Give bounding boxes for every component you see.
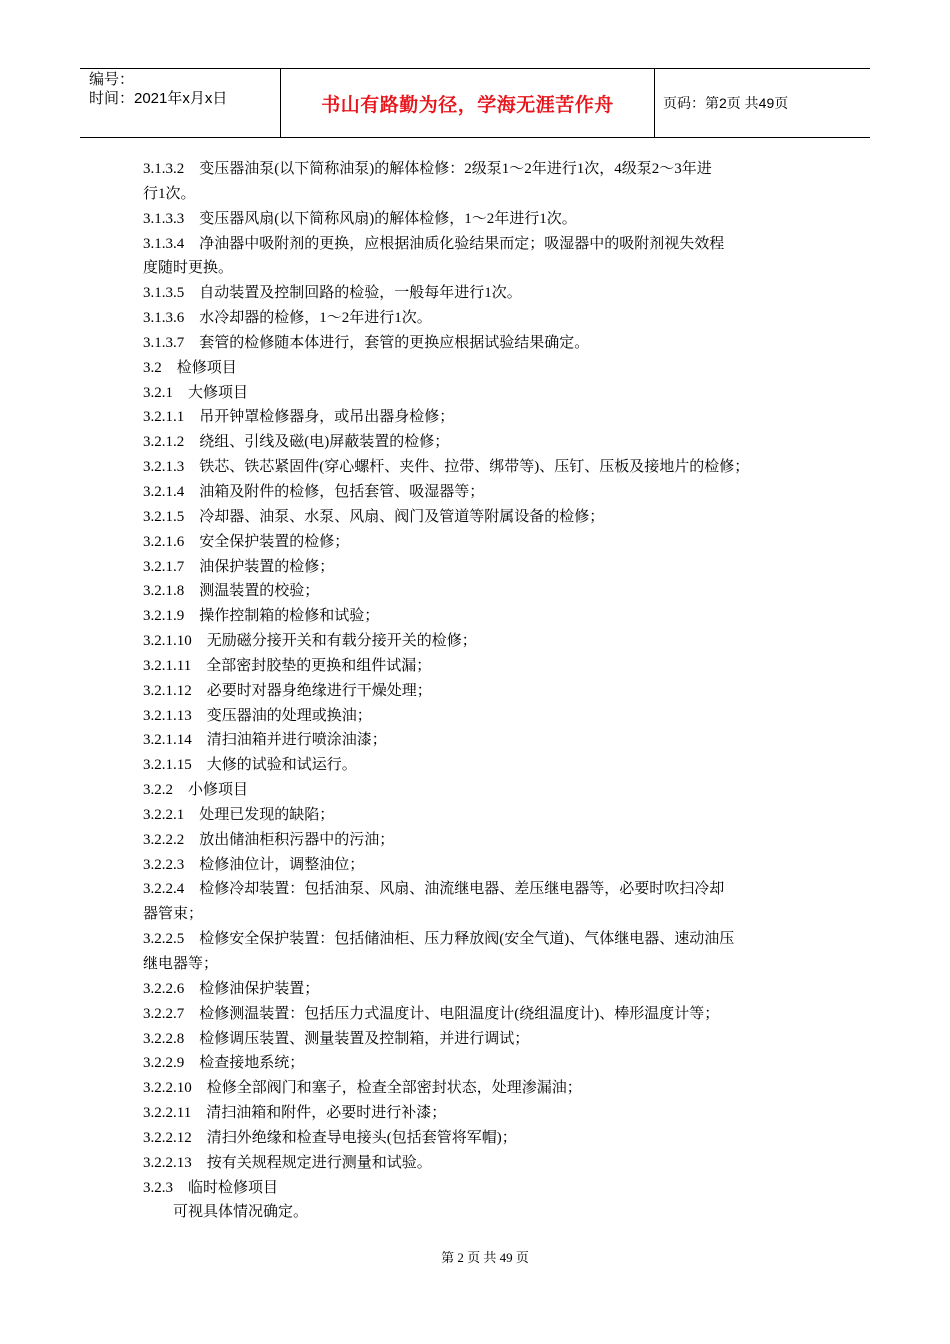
body-line: 3.2.2.5 检修安全保护装置：包括储油柜、压力释放阀(安全气道)、气体继电器、速动油压: [143, 931, 735, 948]
header-page-info: 页码：第2页 共49页: [663, 95, 789, 111]
body-line: 3.1.3.6 水冷却器的检修，1～2年进行1次。: [143, 310, 432, 327]
body-line: 3.2.1.3 铁芯、铁芯紧固件(穿心螺杆、夹件、拉带、绑带等)、压钉、压板及接地片的检修；: [143, 459, 750, 476]
body-line: 3.2.2.7 检修测温装置：包括压力式温度计、电阻温度计(绕组温度计)、棒形温度计等；: [143, 1005, 720, 1022]
body-line: 3.2.2.3 检修油位计，调整油位；: [143, 856, 365, 873]
page-footer: [0, 1247, 950, 1266]
body-line: 3.2.2.12 清扫外绝缘和检查导电接头(包括套管将军帽)；: [143, 1129, 517, 1146]
header-meta-cell: [80, 69, 281, 137]
body-line: 3.2.1.13 变压器油的处理或换油；: [143, 707, 372, 724]
body-line: 3.2.2.10 检修全部阀门和塞子，检查全部密封状态，处理渗漏油；: [143, 1080, 582, 1097]
body-line: 行1次。: [143, 185, 196, 202]
document-body: [143, 157, 823, 1225]
body-line: 3.1.3.7 套管的检修随本体进行，套管的更换应根据试验结果确定。: [143, 334, 590, 351]
body-line: 3.2.1.1 吊开钟罩检修器身，或吊出器身检修；: [143, 409, 455, 426]
body-line: 3.2.1.2 绕组、引线及磁(电)屏蔽装置的检修；: [143, 434, 450, 451]
body-line: 3.2.2.1 处理已发现的缺陷；: [143, 806, 335, 823]
body-line: 3.1.3.3 变压器风扇(以下简称风扇)的解体检修，1～2年进行1次。: [143, 210, 577, 227]
body-line: 3.2.2.2 放出储油柜积污器中的污油；: [143, 831, 395, 848]
body-line: 3.2.1.10 无励磁分接开关和有载分接开关的检修；: [143, 633, 477, 650]
body-line: 3.2.2.6 检修油保护装置；: [143, 980, 320, 997]
body-line: 3.2.1.7 油保护装置的检修；: [143, 558, 335, 575]
body-line: 3.2.2.8 检修调压装置、测量装置及控制箱，并进行调试；: [143, 1030, 530, 1047]
section-heading: 3.2 检修项目: [143, 359, 237, 376]
body-line: 3.2.1.5 冷却器、油泵、水泵、风扇、阀门及管道等附属设备的检修；: [143, 508, 605, 525]
body-line: 3.2.1.4 油箱及附件的检修，包括套管、吸湿器等；: [143, 483, 485, 500]
body-line: 3.2.1.15 大修的试验和试运行。: [143, 757, 357, 774]
body-line: 3.1.3.4 净油器中吸附剂的更换，应根据油质化验结果而定；吸湿器中的吸附剂视失效程: [143, 235, 725, 252]
subsection-heading: 3.2.1 大修项目: [143, 384, 249, 401]
body-line: 3.2.2.13 按有关规程规定进行测量和试验。: [143, 1154, 432, 1171]
body-line: 继电器等；: [143, 956, 219, 972]
body-line: 3.2.1.14 清扫油箱并进行喷涂油漆；: [143, 732, 387, 749]
body-line: 度随时更换。: [143, 260, 234, 277]
body-line: 3.2.2.9 检查接地系统；: [143, 1055, 305, 1072]
body-line: 3.2.1.9 操作控制箱的检修和试验；: [143, 608, 380, 625]
body-line: 3.2.2.4 检修冷却装置：包括油泵、风扇、油流继电器、差压继电器等，必要时吹扫冷却: [143, 881, 725, 898]
body-line: 3.2.2.11 清扫油箱和附件，必要时进行补漆；: [143, 1105, 447, 1122]
body-line: 3.2.1.12 必要时对器身绝缘进行干燥处理；: [143, 682, 432, 699]
header-motto-cell: [281, 69, 655, 137]
body-line: 3.2.1.8 测温装置的校验；: [143, 583, 320, 600]
body-line: 3.2.1.11 全部密封胶垫的更换和组件试漏；: [143, 657, 432, 674]
subsection-heading: 3.2.2 小修项目: [143, 782, 249, 799]
body-line: 3.2.1.6 安全保护装置的检修；: [143, 533, 350, 550]
doc-number-label: 编号：: [89, 71, 135, 88]
document-header: [80, 68, 870, 138]
body-line: 可视具体情况确定。: [143, 1204, 309, 1221]
footer-page-number: 第 2 页 共 49 页: [441, 1250, 529, 1265]
doc-date-label: 时间：2021年x月x日: [89, 90, 228, 107]
body-line: 3.1.3.2 变压器油泵(以下简称油泵)的解体检修：2级泵1～2年进行1次，4级泵2～3年进: [143, 161, 712, 177]
body-line: 3.1.3.5 自动装置及控制回路的检验，一般每年进行1次。: [143, 285, 522, 302]
header-motto: 书山有路勤为径，学海无涯苦作舟: [321, 93, 614, 116]
subsection-heading: 3.2.3 临时检修项目: [143, 1179, 279, 1196]
body-line: 器管束；: [143, 906, 204, 923]
header-page-cell: [655, 69, 870, 137]
